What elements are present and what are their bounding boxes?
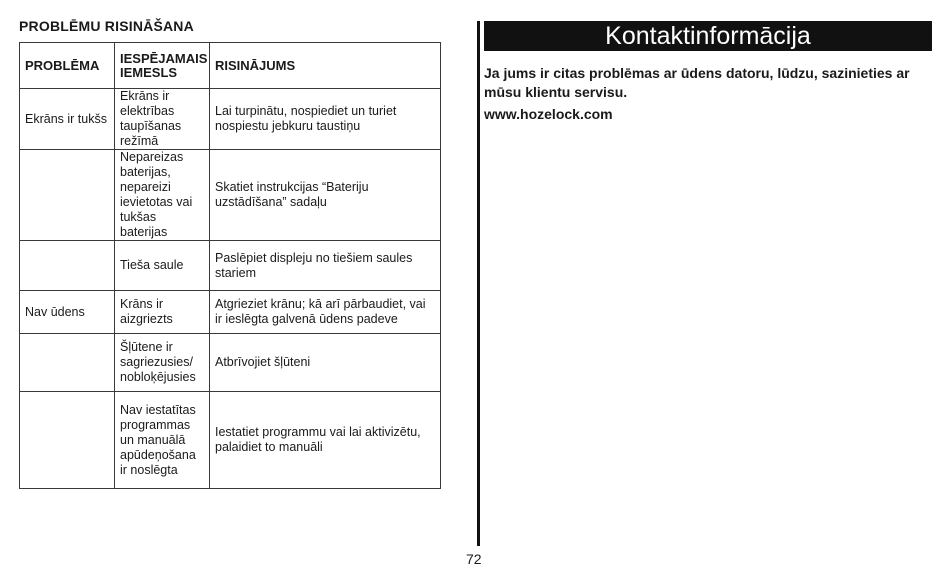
problem-cell (20, 241, 115, 291)
table-row (20, 291, 441, 334)
contact-text: Ja jums ir citas problēmas ar ūdens datoru, lūdzu, sazinieties ar mūsu klientu servisu. (484, 65, 910, 100)
solution-cell: Lai turpinātu, nospiediet un turiet nospiestu jebkuru taustiņu (210, 89, 441, 150)
header-cause: IESPĒJAMAIS IEMESLS (115, 43, 210, 89)
cause-cell: Nepareizas baterijas, nepareizi ievietotas vai tukšas baterijas (115, 150, 210, 241)
solution-cell: Paslēpiet displeju no tiešiem saules stariem (210, 241, 441, 291)
table-row (20, 392, 441, 489)
problem-cell (20, 334, 115, 392)
cause-cell: Ekrāns ir elektrības taupīšanas režīmā (115, 89, 210, 150)
cause-cell: Nav iestatītas programmas un manuālā apūdeņošana ir noslēgta (115, 392, 210, 489)
contact-title: Kontaktinformācija (484, 21, 932, 51)
header-problem: PROBLĒMA (20, 43, 115, 89)
solution-cell: Iestatiet programmu vai lai aktivizētu, palaidiet to manuāli (210, 392, 441, 489)
problem-cell: Nav ūdens (20, 291, 115, 334)
solution-cell: Atgrieziet krānu; kā arī pārbaudiet, vai ir ieslēgta galvenā ūdens padeve (210, 291, 441, 334)
solution-cell: Atbrīvojiet šļūteni (210, 334, 441, 392)
troubleshooting-table (19, 42, 441, 489)
website-link[interactable]: www.hozelock.com (484, 106, 613, 122)
problem-cell (20, 150, 115, 241)
cause-cell: Krāns ir aizgriezts (115, 291, 210, 334)
header-solution: RISINĀJUMS (210, 43, 441, 89)
problem-cell (20, 392, 115, 489)
cause-cell: Tieša saule (115, 241, 210, 291)
solution-cell: Skatiet instrukcijas “Bateriju uzstādīšana” sadaļu (210, 150, 441, 241)
table-row (20, 241, 441, 291)
table-row (20, 334, 441, 392)
table-row (20, 89, 441, 150)
cause-cell: Šļūtene ir sagriezusies/ nobloķējusies (115, 334, 210, 392)
section-title: PROBLĒMU RISINĀŠANA (19, 18, 194, 34)
problem-cell: Ekrāns ir tukšs (20, 89, 115, 150)
page-number: 72 (466, 551, 482, 567)
column-divider (477, 21, 480, 546)
table-row (20, 150, 441, 241)
table-header-row (20, 43, 441, 89)
